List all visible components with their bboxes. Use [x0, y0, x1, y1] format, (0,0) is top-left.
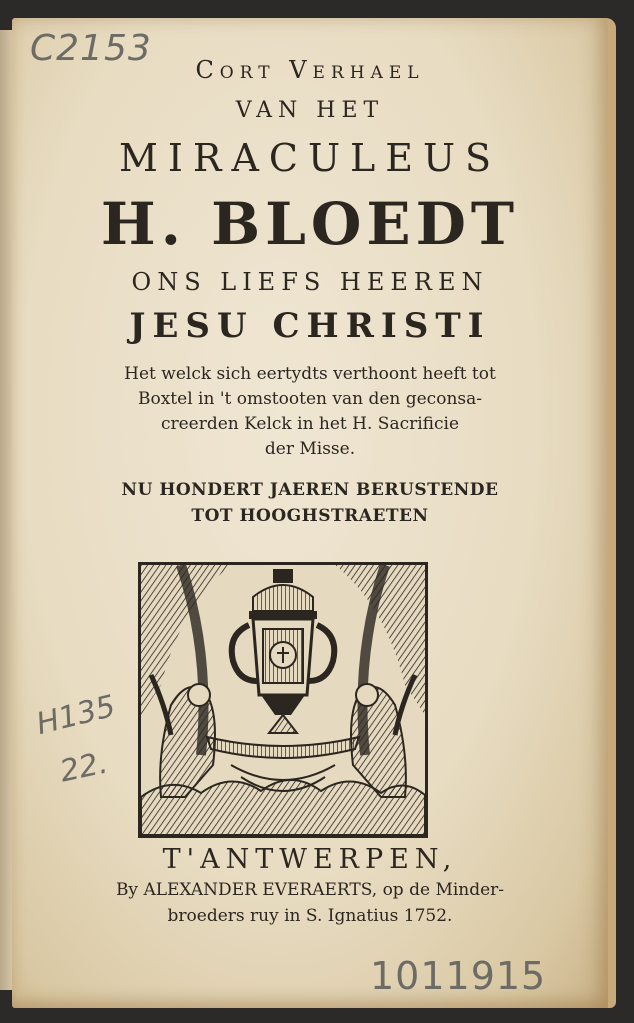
- subtitle-line-3: creerden Kelck in het H. Sacrificie: [160, 414, 460, 434]
- title-line-6: JESU CHRISTI: [129, 306, 491, 346]
- subtitle-line-4: der Misse.: [264, 439, 356, 459]
- subtitle-line-1: Het welck sich eertydts verthoont heeft tot: [124, 364, 496, 384]
- handwritten-shelfmark-top: H135: [32, 688, 119, 743]
- subtitle-line-2: Boxtel in 't omstooten van den geconsa-: [137, 389, 482, 409]
- imprint-line-2: broeders ruy in S. Ignatius 1752.: [167, 906, 453, 926]
- main-title: H. BLOEDT: [100, 190, 520, 258]
- handwritten-accession-number: 1011915: [370, 954, 547, 998]
- imprint-city: T'ANTWERPEN,: [162, 844, 458, 875]
- note-line-1: NU HONDERT JAEREN BERUSTENDE: [121, 480, 499, 500]
- title-page: [12, 18, 616, 1008]
- handwritten-catalog-number: C2153: [30, 28, 152, 69]
- title-line-1: Cort Verhael: [195, 56, 425, 84]
- note-line-2: TOT HOOGHSTRAETEN: [191, 506, 429, 526]
- handwritten-shelfmark-bottom: 22.: [56, 745, 111, 790]
- monstrance-angels-image: [141, 565, 425, 835]
- title-line-5: ONS LIEFS HEEREN: [131, 268, 489, 296]
- title-line-3: MIRACULEUS: [118, 136, 502, 180]
- woodcut-illustration: [138, 562, 428, 838]
- title-line-2: VAN HET: [235, 98, 385, 123]
- imprint-line-1: By ALEXANDER EVERAERTS, op de Minder-: [115, 880, 505, 900]
